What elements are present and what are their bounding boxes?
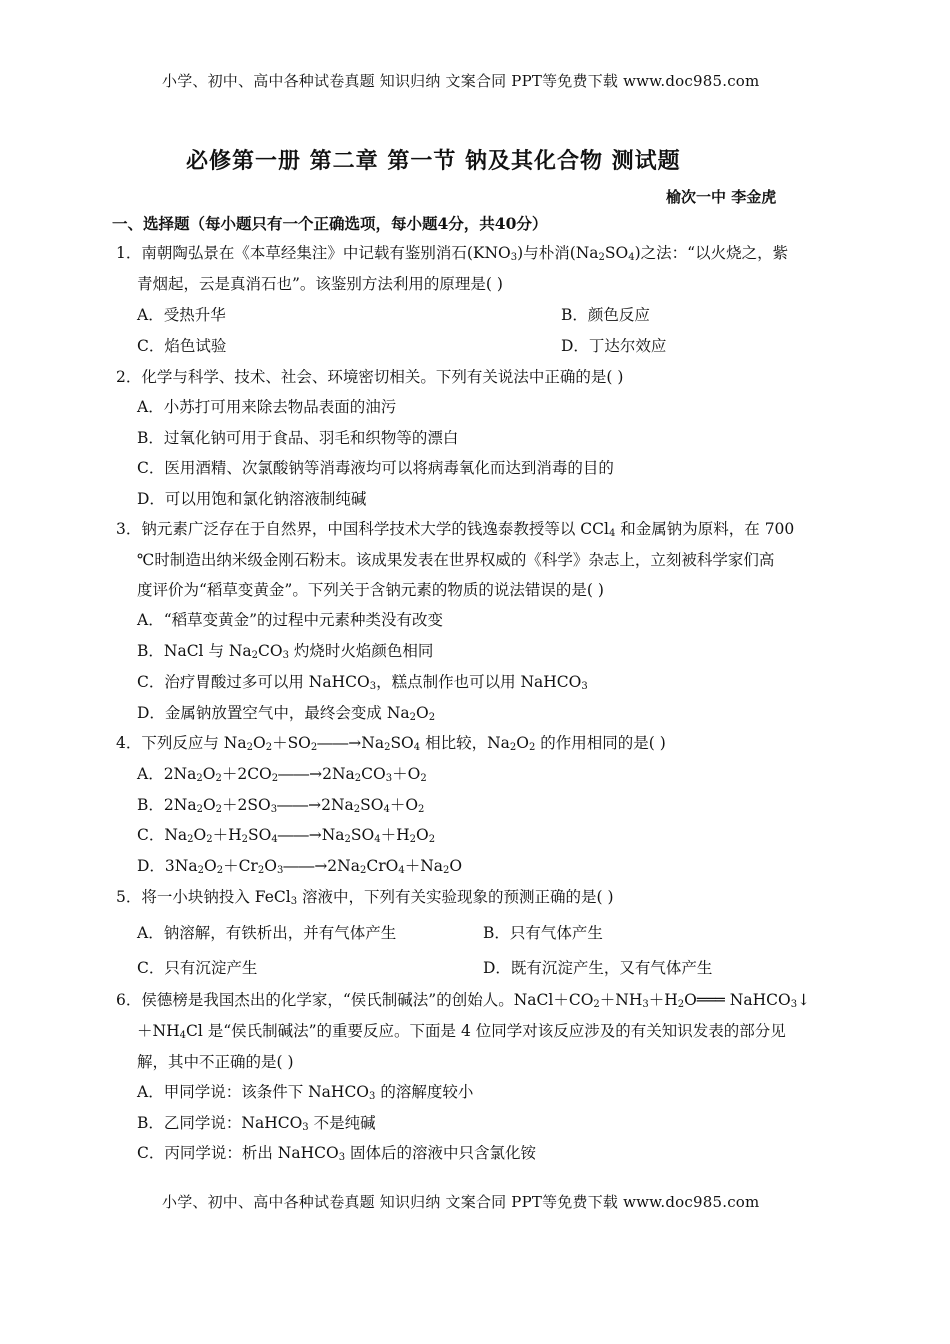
question-6-option-a: A．甲同学说：该条件下 NaHCO$_3$ 的溶解度较小 bbox=[137, 1083, 474, 1102]
question-1-option-c: C．焰色试验 bbox=[137, 337, 227, 355]
question-1-line-1: 1．南朝陶弘景在《本草经集注》中记载有鉴别消石$(KNO_3)$与朴消$(Na_2SO_4)$之法：“以火烧之，紫 bbox=[116, 244, 789, 263]
question-2-option-c: C．医用酒精、次氯酸钠等消毒液均可以将病毒氧化而达到消毒的目的 bbox=[137, 459, 614, 477]
question-6-line-2: $+NH_4Cl$ 是“侯氏制碱法”的重要反应。下面是 4 位同学对该反应涉及的有关知识发表的部分见 bbox=[137, 1022, 786, 1041]
page-footer: 小学、初中、高中各种试卷真题 知识归纳 文案合同 PPT等免费下载 www.doc985.com bbox=[162, 1193, 760, 1211]
question-5-option-b: B．只有气体产生 bbox=[483, 924, 603, 942]
question-5-option-c: C．只有沉淀产生 bbox=[137, 959, 258, 977]
question-3-line-1: 3．钠元素广泛存在于自然界，中国科学技术大学的钱逸泰教授等以 CCl$_4$ 和金属钠为原料，在 700 bbox=[116, 520, 795, 539]
question-1-line-2: 青烟起，云是真消石也”。该鉴别方法利用的原理是( ) bbox=[137, 275, 503, 293]
question-5-line-1: 5．将一小块钠投入 FeCl$_3$ 溶液中，下列有关实验现象的预测正确的是( ) bbox=[116, 888, 614, 907]
question-1-option-b: B．颜色反应 bbox=[561, 306, 650, 324]
question-3-option-c: C．治疗胃酸过多可以用 NaHCO$_3$，糕点制作也可以用 NaHCO$_3$ bbox=[137, 673, 588, 692]
question-2-option-b: B．过氧化钠可用于食品、羽毛和织物等的漂白 bbox=[137, 429, 459, 447]
question-5-option-d: D．既有沉淀产生，又有气体产生 bbox=[483, 959, 713, 977]
document-author: 榆次一中 李金虎 bbox=[666, 188, 777, 206]
question-3-line-3: 度评价为“稻草变黄金”。下列关于含钠元素的物质的说法错误的是( ) bbox=[137, 581, 604, 599]
question-3-line-2: ℃时制造出纳米级金刚石粉末。该成果发表在世界权威的《科学》杂志上，立刻被科学家们高 bbox=[137, 551, 775, 569]
question-6-option-b: B．乙同学说：NaHCO$_3$ 不是纯碱 bbox=[137, 1114, 376, 1133]
question-3-option-a: A．“稻草变黄金”的过程中元素种类没有改变 bbox=[137, 611, 444, 629]
question-4-line-1: 4．下列反应与 $Na_2O_2+SO_2――\to Na_2SO_4$ 相比较，$Na_2O_2$ 的作用相同的是( ) bbox=[116, 734, 666, 753]
question-1-option-d: D．丁达尔效应 bbox=[561, 337, 667, 355]
question-2-option-d: D．可以用饱和氯化钠溶液制纯碱 bbox=[137, 490, 367, 508]
question-6-line-1: 6．侯德榜是我国杰出的化学家，“侯氏制碱法”的创始人。$NaCl+CO_2+NH_3+H_2O═══$ NaHCO$_3$↓ bbox=[116, 991, 811, 1010]
question-4-option-a: A．$2Na_2O_2+2CO_2――\to 2Na_2CO_3+O_2$ bbox=[137, 765, 427, 784]
document-title: 必修第一册 第二章 第一节 钠及其化合物 测试题 bbox=[186, 148, 681, 174]
question-4-option-b: B．$2Na_2O_2+2SO_3――\to 2Na_2SO_4+O_2$ bbox=[137, 796, 425, 815]
question-2-option-a: A．小苏打可用来除去物品表面的油污 bbox=[137, 398, 397, 416]
question-4-option-c: C．$Na_2O_2+H_2SO_4――\to Na_2SO_4+H_2O_2$ bbox=[137, 826, 436, 845]
question-6-option-c: C．丙同学说：析出 NaHCO$_3$ 固体后的溶液中只含氯化铵 bbox=[137, 1144, 536, 1163]
question-3-option-b: B．NaCl 与 $Na_2CO_3$ 灼烧时火焰颜色相同 bbox=[137, 642, 434, 661]
question-3-option-d: D．金属钠放置空气中，最终会变成 $Na_2O_2$ bbox=[137, 704, 436, 723]
question-2-line-1: 2．化学与科学、技术、社会、环境密切相关。下列有关说法中正确的是( ) bbox=[116, 368, 624, 386]
question-4-option-d: D．$3Na_2O_2+Cr_2O_3――\to 2Na_2CrO_4+Na_2O$ bbox=[137, 857, 463, 876]
section-heading: 一、选择题（每小题只有一个正确选项，每小题4分，共40分） bbox=[112, 214, 548, 233]
question-6-line-3: 解，其中不正确的是( ) bbox=[137, 1053, 294, 1071]
question-5-option-a: A．钠溶解，有铁析出，并有气体产生 bbox=[137, 924, 397, 942]
page-header: 小学、初中、高中各种试卷真题 知识归纳 文案合同 PPT等免费下载 www.doc985.com bbox=[162, 72, 760, 90]
question-1-option-a: A．受热升华 bbox=[137, 306, 226, 324]
